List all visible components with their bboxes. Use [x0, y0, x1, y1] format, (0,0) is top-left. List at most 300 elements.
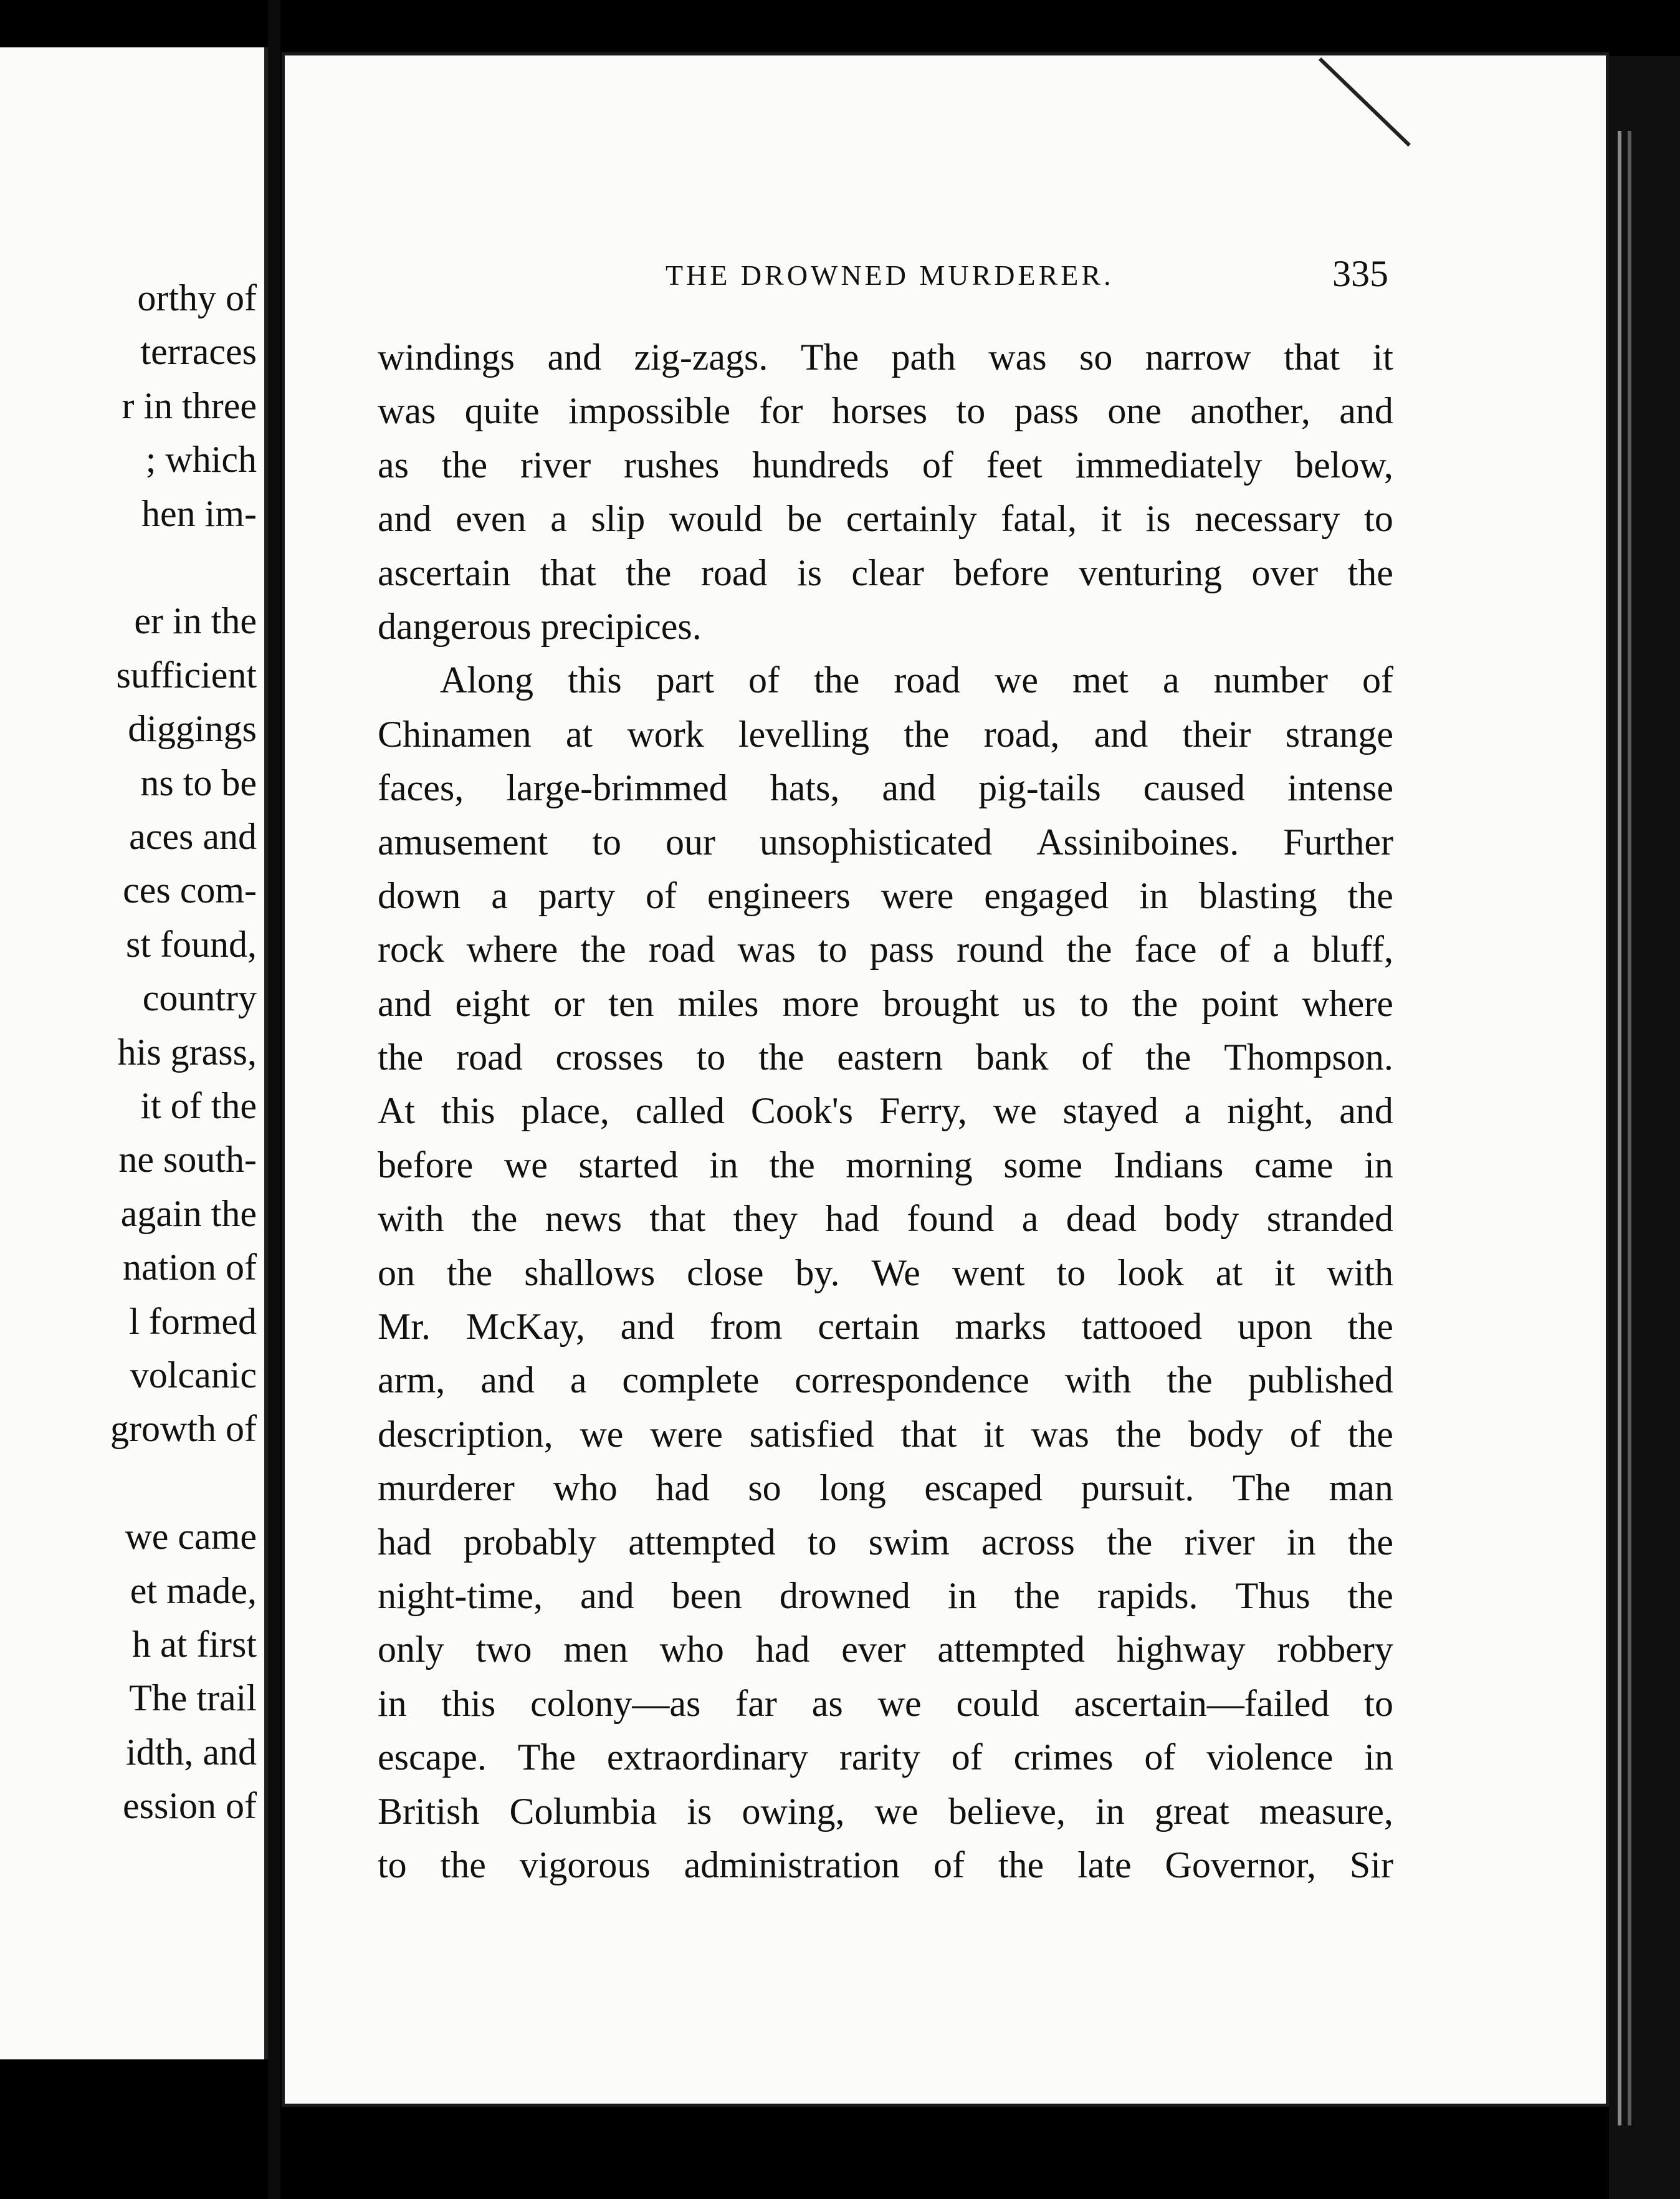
word: was [737, 929, 796, 970]
word: our [665, 821, 715, 863]
word: so [748, 1467, 781, 1509]
word: been [671, 1574, 742, 1616]
word: it [1274, 1252, 1296, 1293]
word: Thompson. [1224, 1037, 1393, 1078]
word: that [540, 552, 596, 593]
word: of [933, 1844, 965, 1885]
word: the [1347, 1306, 1393, 1348]
word: description, [378, 1413, 553, 1455]
word: where [1302, 982, 1393, 1024]
word: Indians [1113, 1144, 1224, 1186]
word: Ferry, [879, 1090, 967, 1132]
word: pass [1014, 390, 1079, 432]
word: the [446, 1252, 493, 1293]
word: had [378, 1521, 432, 1563]
word: bluff, [1312, 929, 1393, 970]
word: published [1248, 1359, 1393, 1401]
word: the [441, 444, 488, 486]
word: a [1162, 659, 1180, 701]
word: before [953, 552, 1049, 593]
word: large-brimmed [506, 767, 728, 809]
word: were [650, 1413, 723, 1455]
word: drowned [779, 1574, 910, 1616]
left-page-line: h at first [132, 1624, 257, 1665]
left-page-line: volcanic [130, 1354, 257, 1396]
left-page-line: l formed [129, 1300, 257, 1342]
word: who [553, 1467, 618, 1509]
word: stayed [1062, 1090, 1158, 1132]
left-page-line: terraces [140, 331, 257, 373]
word: Chinamen [378, 713, 532, 755]
text-line [378, 1138, 1393, 1192]
word: clear [851, 552, 924, 593]
text-line [378, 977, 1393, 1030]
word: we [504, 1144, 548, 1186]
word: night-time, [378, 1574, 543, 1616]
word: and [378, 498, 432, 540]
text-line [378, 1569, 1393, 1622]
word: At [378, 1090, 415, 1132]
word: correspondence [795, 1359, 1029, 1401]
word: a [1272, 929, 1290, 970]
word: narrow [1145, 337, 1251, 378]
word: in [1095, 1790, 1125, 1832]
left-page-line: hen im- [141, 492, 257, 534]
left-page-line: his grass, [117, 1031, 257, 1073]
word: The [517, 1737, 576, 1778]
word: of [1144, 1737, 1176, 1778]
word: rushes [624, 444, 720, 486]
word: certainly [846, 498, 977, 540]
word: road [894, 659, 960, 701]
text-line [378, 815, 1393, 869]
word: eastern [837, 1037, 943, 1078]
word: eight [455, 982, 530, 1024]
word: bank [975, 1037, 1049, 1078]
word: and [480, 1359, 535, 1401]
word: had [825, 1198, 880, 1240]
word: who [659, 1629, 724, 1670]
word: in [709, 1144, 738, 1186]
word: to [1364, 498, 1393, 540]
word: and [378, 982, 432, 1024]
word: the [998, 1844, 1044, 1885]
word: owing, [742, 1790, 845, 1832]
word: certain [818, 1306, 920, 1348]
word: it [983, 1413, 1005, 1455]
text-line [378, 546, 1393, 600]
word: shallows [524, 1252, 656, 1293]
left-page-line: st found, [126, 923, 257, 965]
left-page-line: nation of [123, 1247, 257, 1288]
word: ten [608, 982, 654, 1024]
word: hats, [770, 767, 840, 809]
text-line [378, 1300, 1393, 1353]
word: of [951, 1737, 983, 1778]
word: this [441, 1682, 496, 1724]
word: they [733, 1198, 798, 1240]
word: the [769, 1144, 815, 1186]
word: to [696, 1037, 726, 1078]
word: the [626, 552, 672, 593]
word: this [568, 659, 622, 701]
word: believe, [948, 1790, 1066, 1832]
word: slip [591, 498, 646, 540]
word: immediately [1075, 444, 1262, 486]
word: their [1182, 713, 1251, 755]
word: zig-zags. [634, 337, 768, 378]
word: night, [1227, 1090, 1314, 1132]
word: down [378, 874, 461, 916]
text-line [378, 761, 1393, 815]
word: morning [846, 1144, 973, 1186]
word: with [378, 1198, 444, 1240]
word: in [1364, 1737, 1393, 1778]
word: so [1079, 337, 1113, 378]
word: went [952, 1252, 1025, 1293]
text-line [378, 1622, 1393, 1676]
word: below, [1295, 444, 1393, 486]
word: the [378, 1037, 424, 1078]
word: British [378, 1790, 480, 1832]
text-line [378, 1677, 1393, 1730]
word: called [635, 1090, 725, 1132]
word: fatal, [1001, 498, 1077, 540]
word: we [580, 1413, 624, 1455]
word: and [620, 1306, 675, 1348]
word: across [981, 1521, 1075, 1563]
word: vigorous [519, 1844, 651, 1885]
word: in [378, 1682, 407, 1724]
word: we [995, 659, 1038, 701]
word: in [1139, 874, 1168, 916]
word: road [456, 1037, 523, 1078]
word: strange [1285, 713, 1393, 755]
word: look [1117, 1252, 1184, 1293]
word: and [1094, 713, 1148, 755]
left-page-line: et made, [130, 1569, 257, 1611]
word: had [755, 1629, 810, 1670]
word: face [1134, 929, 1197, 970]
word: a [570, 1359, 587, 1401]
left-page-line: ces com- [123, 870, 257, 911]
word: path [891, 337, 956, 378]
word: colony—as [530, 1682, 701, 1724]
text-line [378, 1461, 1393, 1515]
word: body [1188, 1413, 1263, 1455]
word: unsophisticated [759, 821, 993, 863]
word: road, [983, 713, 1060, 755]
word: the [1107, 1521, 1153, 1563]
word: and [882, 767, 937, 809]
text-line [378, 1353, 1393, 1407]
word: the [1347, 552, 1393, 593]
word: rapids. [1097, 1574, 1198, 1616]
word: road [648, 929, 715, 970]
word: crosses [555, 1037, 664, 1078]
word: to [1079, 982, 1109, 1024]
word: Further [1283, 821, 1393, 863]
left-page-line: ns to be [140, 762, 257, 803]
word: from [710, 1306, 783, 1348]
word: stranded [1266, 1198, 1393, 1240]
word: came [1254, 1144, 1334, 1186]
word: Along [440, 659, 533, 701]
word: feet [986, 444, 1043, 486]
text-line [378, 330, 1393, 384]
word: had [656, 1467, 710, 1509]
word: the [440, 1844, 486, 1885]
word: Governor, [1165, 1844, 1317, 1885]
word: late [1077, 1844, 1132, 1885]
word: of [646, 874, 677, 916]
word: attempted [628, 1521, 776, 1563]
word: we [874, 1790, 919, 1832]
word: we [877, 1682, 922, 1724]
left-page-line: The trail [129, 1677, 257, 1719]
word: and [580, 1574, 634, 1616]
word: miles [677, 982, 759, 1024]
word: was [988, 337, 1047, 378]
word: ascertain [378, 552, 511, 593]
word: great [1154, 1790, 1229, 1832]
left-page-line: ession of [123, 1785, 257, 1827]
word: far [735, 1682, 777, 1724]
word: the [1347, 1413, 1393, 1455]
word: swim [868, 1521, 950, 1563]
word: caused [1143, 767, 1246, 809]
word: ascertain—failed [1074, 1682, 1330, 1724]
left-page-line: diggings [128, 708, 257, 750]
word: rock [378, 929, 444, 970]
word: this [441, 1090, 495, 1132]
word: with [1327, 1252, 1393, 1293]
text-line [378, 384, 1393, 438]
word: a [550, 498, 567, 540]
word: to [1056, 1252, 1086, 1293]
word: ever [841, 1629, 906, 1670]
word: found [907, 1198, 995, 1240]
text-line [378, 1407, 1393, 1461]
word: satisfied [749, 1413, 874, 1455]
body-text [378, 330, 1393, 1892]
word: administration [684, 1844, 900, 1885]
word: hundreds [752, 444, 890, 486]
word: necessary [1195, 498, 1340, 540]
word: the [1347, 1574, 1393, 1616]
word: and [1339, 390, 1393, 432]
word: or [553, 982, 585, 1024]
text-line [378, 1838, 1393, 1892]
text-line [378, 869, 1393, 922]
word: number [1213, 659, 1328, 701]
word: started [578, 1144, 679, 1186]
text-line [378, 438, 1393, 492]
word: would [669, 498, 763, 540]
word: Cook's [750, 1090, 853, 1132]
left-page-line: aces and [129, 816, 257, 857]
word: road [700, 552, 768, 593]
word: Sir [1349, 1844, 1393, 1885]
left-page-line: er in the [134, 600, 257, 642]
word: of [1219, 929, 1251, 970]
word: The [1232, 1467, 1291, 1509]
word: were [881, 874, 954, 916]
word: windings [378, 337, 515, 378]
word: men [563, 1629, 628, 1670]
word: and [547, 337, 602, 378]
word: over [1251, 552, 1319, 593]
word: to [1364, 1682, 1393, 1724]
text-line [378, 1785, 1393, 1838]
page-number: 335 [1332, 253, 1388, 294]
text-line: dangerous precipices. [378, 605, 702, 647]
word: in [947, 1574, 977, 1616]
word: the [1347, 874, 1393, 916]
word: part [656, 659, 715, 701]
word: the [1167, 1359, 1213, 1401]
word: could [956, 1682, 1039, 1724]
text-line [378, 1515, 1393, 1569]
word: point [1201, 982, 1279, 1024]
word: The [800, 337, 859, 378]
previous-page-fragment [0, 47, 268, 2059]
left-page-line: it of the [140, 1085, 257, 1126]
word: faces, [378, 767, 464, 809]
word: the [1145, 1037, 1191, 1078]
word: in [1286, 1521, 1316, 1563]
word: engaged [984, 874, 1109, 916]
word: arm, [378, 1359, 446, 1401]
left-page-line: country [142, 977, 257, 1019]
word: pass [869, 929, 935, 970]
left-page-line: ; which [145, 439, 257, 481]
word: be [786, 498, 823, 540]
text-line [378, 1246, 1393, 1300]
word: the [1115, 1413, 1162, 1455]
word: in [1364, 1144, 1393, 1186]
running-head: THE DROWNED MURDERER. [666, 259, 1114, 291]
word: a [1184, 1090, 1201, 1132]
word: it [1100, 498, 1122, 540]
word: Assiniboines. [1036, 821, 1239, 863]
book-gutter [268, 0, 280, 2199]
word: that [900, 1413, 957, 1455]
word: news [545, 1198, 623, 1240]
word: even [456, 498, 527, 540]
word: that [649, 1198, 706, 1240]
text-line [378, 653, 1393, 707]
word: horses [831, 390, 928, 432]
word: impossible [568, 390, 731, 432]
left-page-line: r in three [122, 385, 257, 426]
word: blasting [1198, 874, 1317, 916]
page-edge-line [1618, 131, 1621, 2125]
word: two [475, 1629, 532, 1670]
word: for [759, 390, 803, 432]
text-line [378, 492, 1393, 545]
word: as [811, 1682, 843, 1724]
word: to [592, 821, 621, 863]
word: murderer [378, 1467, 515, 1509]
page-edge-line [1628, 131, 1631, 2125]
word: where [466, 929, 558, 970]
word: dead [1066, 1198, 1137, 1240]
word: body [1164, 1198, 1239, 1240]
word: that [1284, 337, 1340, 378]
word: tattooed [1081, 1306, 1203, 1348]
word: to [818, 929, 847, 970]
word: pig-tails [978, 767, 1101, 809]
word: the [1014, 1574, 1060, 1616]
word: at [1215, 1252, 1243, 1293]
word: to [807, 1521, 837, 1563]
word: round [957, 929, 1044, 970]
word: and [1339, 1090, 1393, 1132]
word: upon [1237, 1306, 1312, 1348]
word: venturing [1079, 552, 1223, 593]
word: Thus [1235, 1574, 1310, 1616]
word: brought [882, 982, 1000, 1024]
text-line [378, 922, 1393, 976]
word: of [1289, 1413, 1321, 1455]
word: quite [464, 390, 540, 432]
word: of [922, 444, 953, 486]
word: we [993, 1090, 1037, 1132]
word: extraordinary [606, 1737, 809, 1778]
text-line [378, 1084, 1393, 1138]
word: engineers [707, 874, 851, 916]
word: us [1023, 982, 1056, 1024]
word: is [687, 1790, 712, 1832]
word: the [758, 1037, 804, 1078]
word: McKay, [465, 1306, 585, 1348]
word: We [871, 1252, 920, 1293]
word: the [1066, 929, 1112, 970]
word: at [565, 713, 593, 755]
word: met [1072, 659, 1129, 701]
word: escape. [378, 1737, 487, 1778]
word: intense [1287, 767, 1393, 809]
text-line [378, 1192, 1393, 1245]
left-page-line: growth of [110, 1408, 257, 1450]
word: more [782, 982, 859, 1024]
word: before [378, 1144, 474, 1186]
word: amusement [378, 821, 548, 863]
text-line [378, 1730, 1393, 1784]
word: a [1021, 1198, 1039, 1240]
word: the [1347, 1521, 1393, 1563]
left-page-line: orthy of [137, 277, 257, 319]
left-page-line: ne south- [118, 1139, 257, 1181]
text-line [378, 1030, 1393, 1084]
word: rarity [839, 1737, 920, 1778]
word: robbery [1277, 1629, 1393, 1670]
word: was [1031, 1413, 1089, 1455]
word: probably [463, 1521, 597, 1563]
word: place, [521, 1090, 609, 1132]
word: Columbia [509, 1790, 657, 1832]
word: man [1329, 1467, 1393, 1509]
word: on [378, 1252, 415, 1293]
word: pursuit. [1081, 1467, 1195, 1509]
word: another, [1190, 390, 1310, 432]
word: to [956, 390, 986, 432]
word: crimes [1013, 1737, 1114, 1778]
word: to [378, 1844, 407, 1885]
word: long [819, 1467, 886, 1509]
word: by. [795, 1252, 840, 1293]
